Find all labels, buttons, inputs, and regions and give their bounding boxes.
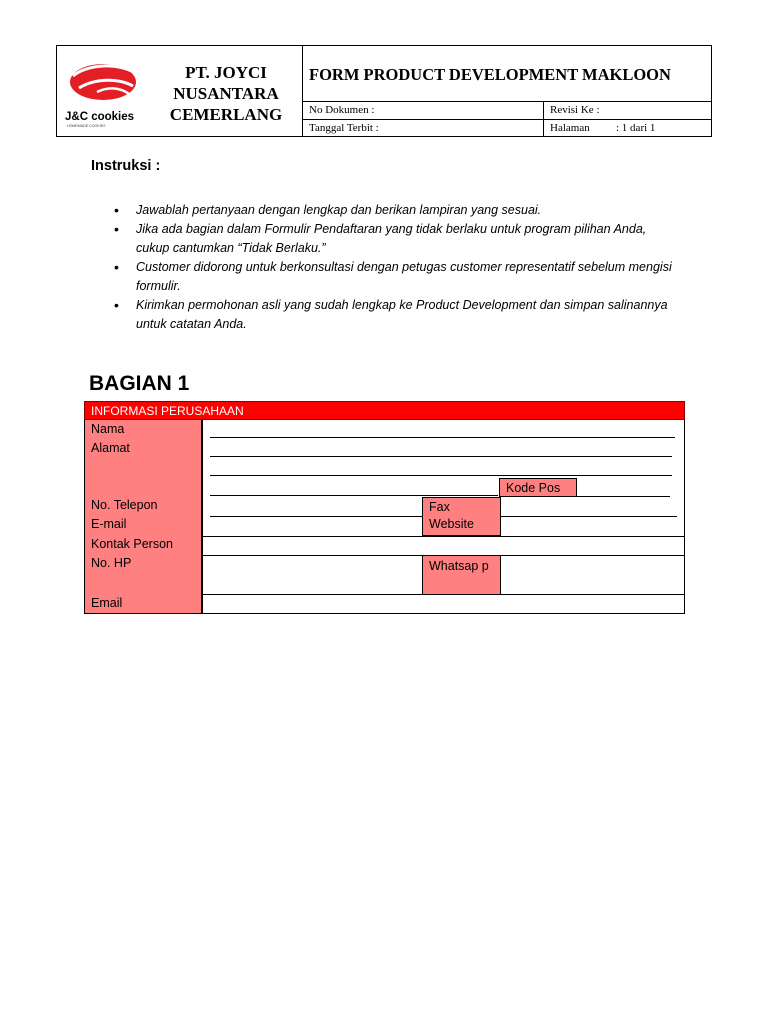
- company-line-2: NUSANTARA: [173, 84, 279, 103]
- nama-field[interactable]: [210, 437, 675, 438]
- label-column: [84, 420, 202, 614]
- alamat-label: Alamat: [91, 441, 130, 455]
- meta-row-date: [303, 119, 711, 137]
- section-title: BAGIAN 1: [89, 372, 190, 395]
- instruction-item: • Jika ada bagian dalam Formulir Pendaftaran yang tidak berlaku untuk program pilihan Anda, cukup cantumkan “Tidak Berlaku.”: [110, 220, 680, 258]
- section-band: INFORMASI PERUSAHAAN: [84, 401, 685, 420]
- alamat-field-line-2[interactable]: [210, 475, 672, 476]
- instructions-title: Instruksi :: [91, 158, 161, 174]
- alamat-field-line-3[interactable]: [210, 495, 498, 496]
- logo-text: J&C cookies: [65, 111, 135, 123]
- email-label-top: E-mail: [91, 517, 127, 531]
- fax-website-label: [422, 497, 501, 536]
- kode-pos-label: Kode Pos: [499, 478, 577, 497]
- telepon-label: No. Telepon: [91, 498, 158, 512]
- halaman-label: Halaman: [550, 122, 590, 134]
- fax-field[interactable]: [501, 516, 677, 517]
- company-line-1: PT. JOYCI: [185, 63, 267, 82]
- alamat-field-line-1[interactable]: [210, 456, 672, 457]
- document-header: [56, 45, 712, 137]
- instruction-item: • Customer didorong untuk berkonsultasi dengan petugas customer representatif sebelum mengisi formulir.: [110, 258, 680, 296]
- no-hp-label: No. HP: [91, 556, 132, 570]
- column-divider: [202, 420, 203, 614]
- company-logo: [57, 46, 150, 136]
- row-divider: [202, 536, 685, 537]
- company-line-3: CEMERLANG: [169, 105, 283, 124]
- revisi-cell: [543, 102, 711, 119]
- cookie-logo-icon: [57, 46, 150, 136]
- instructions-list: [110, 201, 680, 334]
- kontak-person-label: Kontak Person: [91, 537, 173, 551]
- instruction-item: • Jawablah pertanyaan dengan lengkap dan berikan lampiran yang sesuai.: [110, 201, 680, 220]
- telepon-field[interactable]: [210, 516, 422, 517]
- email-label-bottom: Email: [91, 596, 123, 610]
- logo-subtext: HOMEMADE COOKIES: [67, 124, 106, 128]
- fax-label: Fax: [429, 500, 450, 514]
- website-label: Website: [429, 517, 474, 531]
- halaman-cell: [543, 120, 711, 137]
- input-area: [202, 420, 685, 614]
- tanggal-terbit-label: Tanggal Terbit :: [309, 122, 379, 134]
- company-name: [150, 46, 303, 136]
- whatsapp-label: Whatsap p: [422, 555, 501, 595]
- meta-row-document: [303, 101, 711, 119]
- halaman-value: : 1 dari 1: [616, 122, 656, 134]
- row-divider: [202, 594, 685, 595]
- no-dokumen-label: No Dokumen :: [309, 104, 375, 116]
- form-title: FORM PRODUCT DEVELOPMENT MAKLOON: [309, 65, 671, 84]
- nama-label: Nama: [91, 422, 125, 436]
- instruction-item: • Kirimkan permohonan asli yang sudah lengkap ke Product Development dan simpan salinannya untuk catatan Anda.: [110, 296, 680, 334]
- kode-pos-field[interactable]: [577, 496, 670, 497]
- revisi-label: Revisi Ke :: [550, 104, 600, 116]
- company-info-form: [84, 401, 685, 614]
